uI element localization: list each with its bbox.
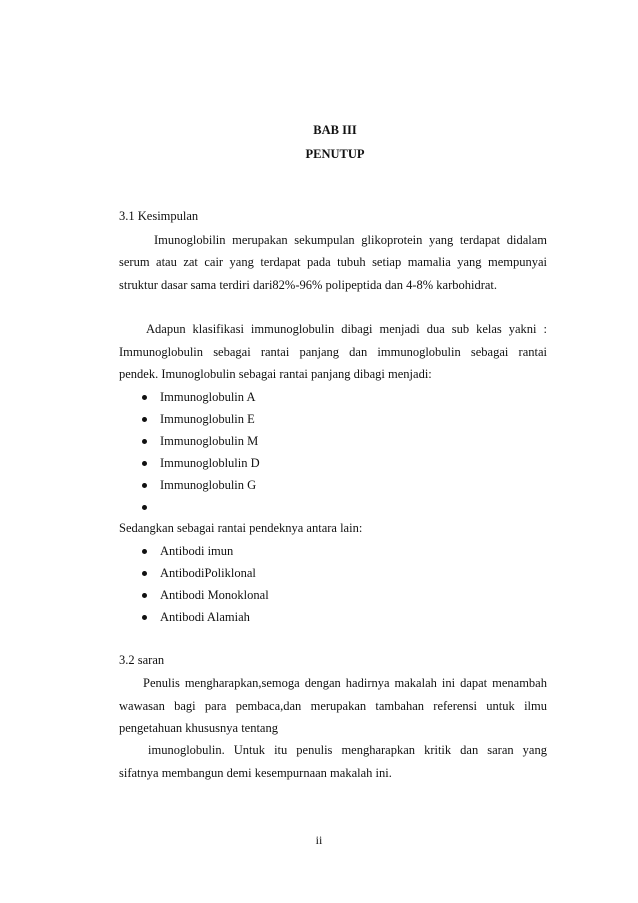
bullet-icon	[142, 439, 147, 444]
paragraph-line: serum atau zat cair yang terdapat pada tubuh setiap mamalia yang mempunyai	[119, 255, 547, 269]
paragraph-line: pengetahuan khususnya tentang	[119, 721, 278, 735]
section-heading-saran: 3.2 saran	[119, 653, 165, 667]
bullet-icon	[142, 417, 147, 422]
paragraph-line: Penulis mengharapkan,semoga dengan hadirnya makalah ini dapat menambah	[143, 676, 547, 690]
paragraph-line: Immunoglobulin sebagai rantai panjang dan immunoglobulin sebagai rantai	[119, 345, 547, 359]
bullet-icon	[142, 461, 147, 466]
document-page: BAB III PENUTUP 3.1 Kesimpulan Imunoglobilin merupakan sekumpulan glikoprotein yang terdapat didalam serum atau zat cair yang terdapat pada tubuh setiap mamalia yang mempunyai struktur dasar sama terdiri dari82%-96% polipeptida dan 4-8% karbohidrat. Adapun klasifikasi immunoglobulin dibagi menjadi dua sub kelas yakni : Immunoglobulin sebagai rantai panjang dan immunoglobulin sebagai rantai pendek. Imunoglobulin sebagai rantai panjang dibagi menjadi: Immunoglobulin A Immunoglobulin E Immunoglobulin M Immunogloblulin D Immunoglobulin G Sedangkan sebagai rantai pendeknya antara lain: Antibodi imun AntibodiPoliklonal Antibodi Monoklonal Antibodi Alamiah 3.2 saran Penulis mengharapkan,semoga dengan hadirnya makalah ini dapat menambah wawasan bagi para pembaca,dan merupakan tambahan referensi untuk ilmu pengetahuan khususnya tentang imunoglobulin. Untuk itu penulis mengharapkan kritik dan saran yang sifatnya membangun demi kesempurnaan makalah ini. ii	[0, 0, 638, 903]
paragraph-line: pendek. Imunoglobulin sebagai rantai panjang dibagi menjadi:	[119, 367, 432, 381]
bullet-icon	[142, 483, 147, 488]
bullet-icon	[142, 505, 147, 510]
page-number: ii	[315, 833, 323, 847]
short-chain-intro: Sedangkan sebagai rantai pendeknya antara lain:	[119, 521, 363, 535]
paragraph-line: struktur dasar sama terdiri dari82%-96% polipeptida dan 4-8% karbohidrat.	[119, 278, 498, 292]
paragraph-line: imunoglobulin. Untuk itu penulis mengharapkan kritik dan saran yang	[148, 743, 547, 757]
bullet-icon	[142, 571, 147, 576]
paragraph-line: sifatnya membangun demi kesempurnaan makalah ini.	[119, 766, 392, 780]
paragraph-line: Imunoglobilin merupakan sekumpulan glikoprotein yang terdapat didalam	[154, 233, 547, 247]
paragraph-line: wawasan bagi para pembaca,dan merupakan tambahan referensi untuk ilmu	[119, 699, 547, 713]
bullet-icon	[142, 395, 147, 400]
chapter-heading: BAB III	[313, 123, 357, 137]
bullet-icon	[142, 549, 147, 554]
section-heading-kesimpulan: 3.1 Kesimpulan	[119, 209, 199, 223]
bullet-icon	[142, 593, 147, 598]
chapter-title: PENUTUP	[305, 147, 365, 161]
bullet-icon	[142, 615, 147, 620]
paragraph-line: Adapun klasifikasi immunoglobulin dibagi menjadi dua sub kelas yakni :	[146, 322, 547, 336]
